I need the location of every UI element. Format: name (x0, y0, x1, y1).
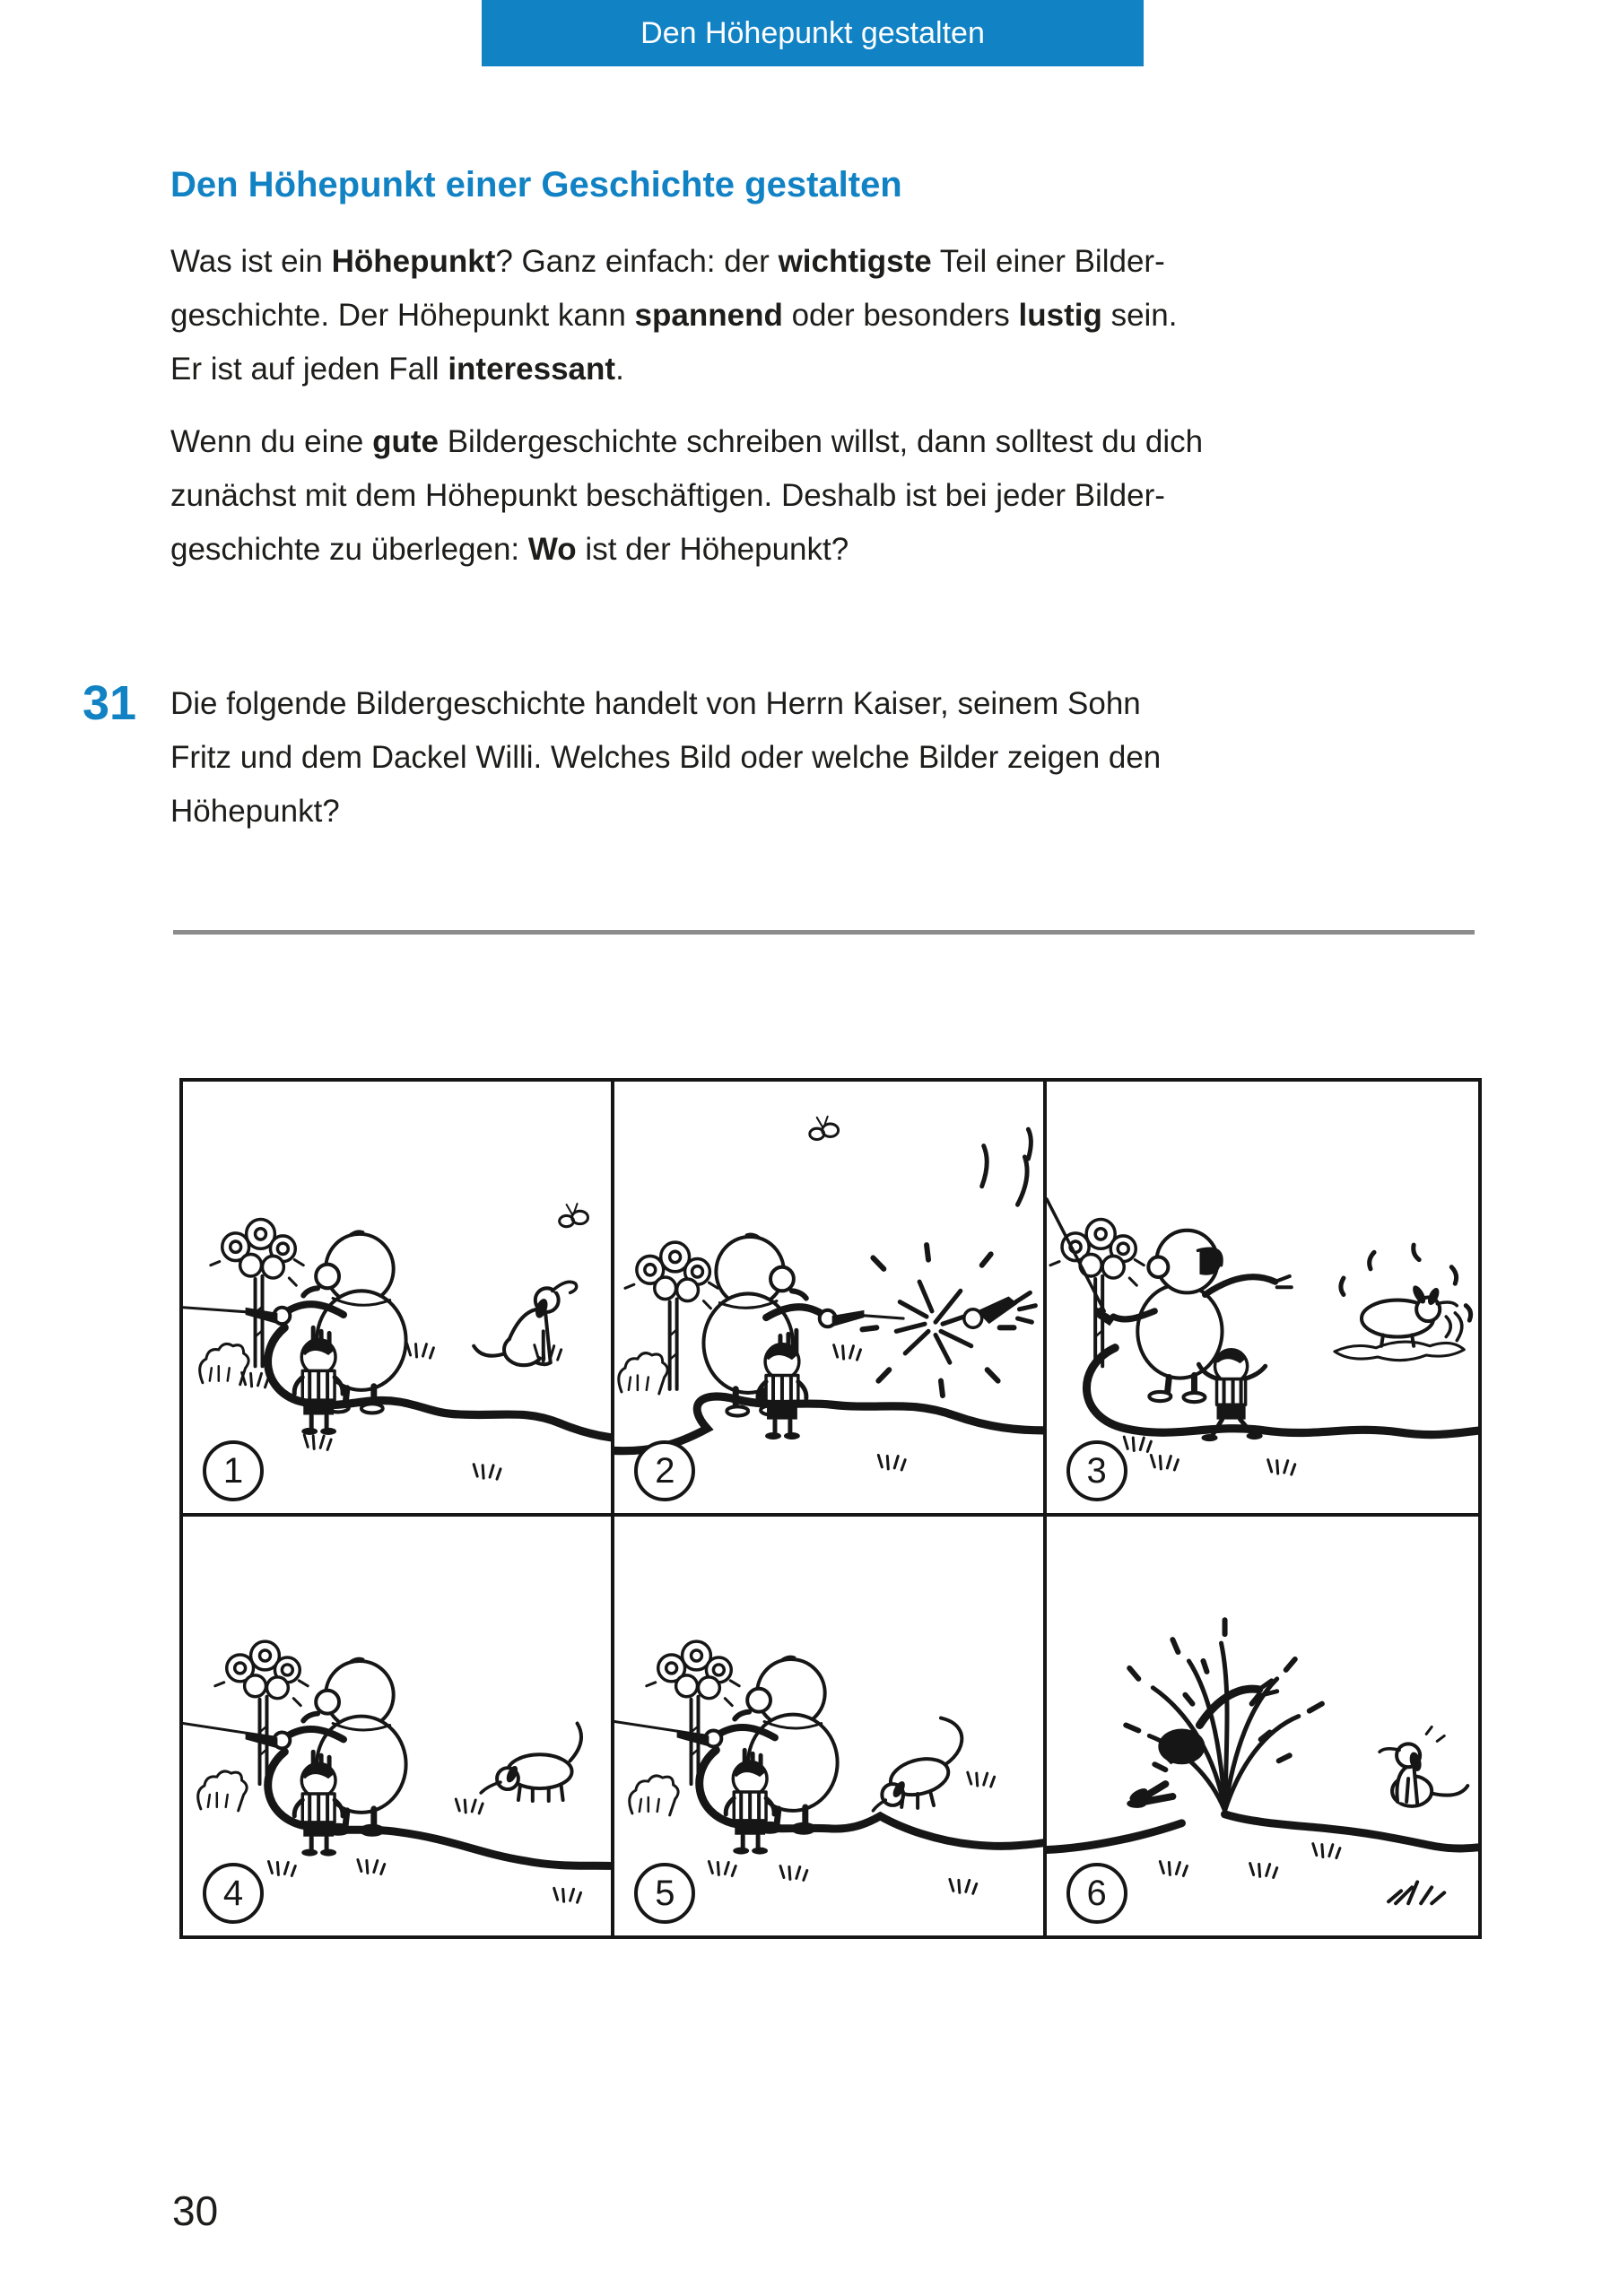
dog-figure (481, 1724, 581, 1801)
exercise-number: 31 (83, 676, 137, 730)
butterfly-icon (560, 1204, 588, 1227)
bush (198, 1771, 247, 1811)
section-heading: Den Höhepunkt einer Geschichte gestalten (170, 165, 902, 204)
bush (200, 1344, 248, 1384)
grass-tuft (1124, 1437, 1151, 1451)
boy-figure (294, 1763, 343, 1857)
puddle (1335, 1342, 1464, 1361)
water-splash (863, 1129, 1043, 1396)
grass-tuft (879, 1456, 906, 1470)
bush (619, 1353, 667, 1394)
comic-panel-4 (183, 1517, 614, 1935)
garden-hose (1224, 1814, 1478, 1848)
dog-figure (1380, 1726, 1467, 1805)
artist-signature (1388, 1882, 1444, 1903)
panel-number-badge (634, 1440, 695, 1501)
garden-hose (1047, 1823, 1181, 1850)
grass-tuft (1312, 1844, 1339, 1858)
comic-panel-6 (1047, 1517, 1478, 1935)
grass-tuft (242, 1372, 269, 1387)
panel-number-badge (1066, 1440, 1127, 1501)
grass-tuft (407, 1344, 434, 1358)
boy-figure (294, 1339, 343, 1435)
grass-tuft (1151, 1456, 1178, 1470)
grass-tuft (1267, 1460, 1294, 1474)
comic-panel-5 (614, 1517, 1046, 1935)
exercise-text: Die folgende Bildergeschichte handelt von Herrn Kaiser, seinem Sohn Fritz und dem Dackel Willi. Welches Bild oder welche Bilder zeigen den Höhepunkt? (170, 686, 1162, 829)
banner-title: Den Höhepunkt gestalten (640, 15, 985, 50)
panel-number: 4 (222, 1873, 244, 1913)
panel-number: 6 (1086, 1873, 1107, 1913)
page-header-banner (482, 0, 1144, 66)
grass-tuft (950, 1879, 977, 1893)
grass-tuft (780, 1866, 807, 1880)
boy-figure (727, 1761, 775, 1855)
rose-tree (625, 1242, 718, 1389)
grass-tuft (709, 1862, 736, 1876)
panel-number-badge (203, 1863, 264, 1924)
grass-tuft (834, 1345, 861, 1360)
intro-paragraph-1: Was ist ein Höhepunkt? Ganz einfach: der wichtigste Teil einer Bilder- geschichte. Der Höhepunkt kann spannend oder besonders lustig sein. Er ist auf jeden Fall interessant. (170, 244, 1178, 387)
dog-figure (874, 1718, 962, 1811)
page-number: 30 (172, 2187, 219, 2234)
wet-dog-figure (1335, 1245, 1471, 1360)
grass-tuft (554, 1888, 581, 1902)
rose-tree (1050, 1220, 1144, 1367)
grass-tuft (304, 1435, 331, 1449)
rose-tree (647, 1641, 739, 1784)
comic-strip (179, 1078, 1482, 1939)
panel-number-badge (203, 1440, 264, 1501)
grass-tuft (268, 1862, 295, 1876)
garden-hose (614, 1396, 1042, 1451)
comic-panel-1 (183, 1082, 614, 1517)
panel-number: 1 (222, 1450, 244, 1491)
grass-tuft (1160, 1862, 1187, 1876)
grass-tuft (1249, 1864, 1276, 1878)
grass-tuft (358, 1860, 385, 1874)
grass-tuft (456, 1799, 483, 1813)
panel-number: 2 (655, 1450, 675, 1491)
butterfly-icon (810, 1117, 839, 1140)
panel-number: 5 (655, 1873, 675, 1913)
rose-tree (215, 1641, 308, 1784)
bush (630, 1776, 678, 1815)
separator-rule (173, 930, 1475, 935)
boy-figure (758, 1344, 806, 1439)
grass-tuft (968, 1772, 995, 1787)
panel-number-badge (634, 1863, 695, 1924)
grass-tuft (474, 1465, 500, 1479)
panel-number: 3 (1086, 1450, 1107, 1491)
comic-panel-2 (614, 1082, 1046, 1517)
panel-number-badge (1066, 1863, 1127, 1924)
water-fountain (1126, 1620, 1322, 1811)
intro-paragraph-2: Wenn du eine gute Bildergeschichte schreiben willst, dann solltest du dich zunächst mit dem Höhepunkt beschäftigen. Deshalb ist bei jeder Bilder- geschichte zu überlegen: Wo ist der Höhepunkt? (170, 424, 1204, 567)
comic-panel-3 (1047, 1082, 1478, 1517)
